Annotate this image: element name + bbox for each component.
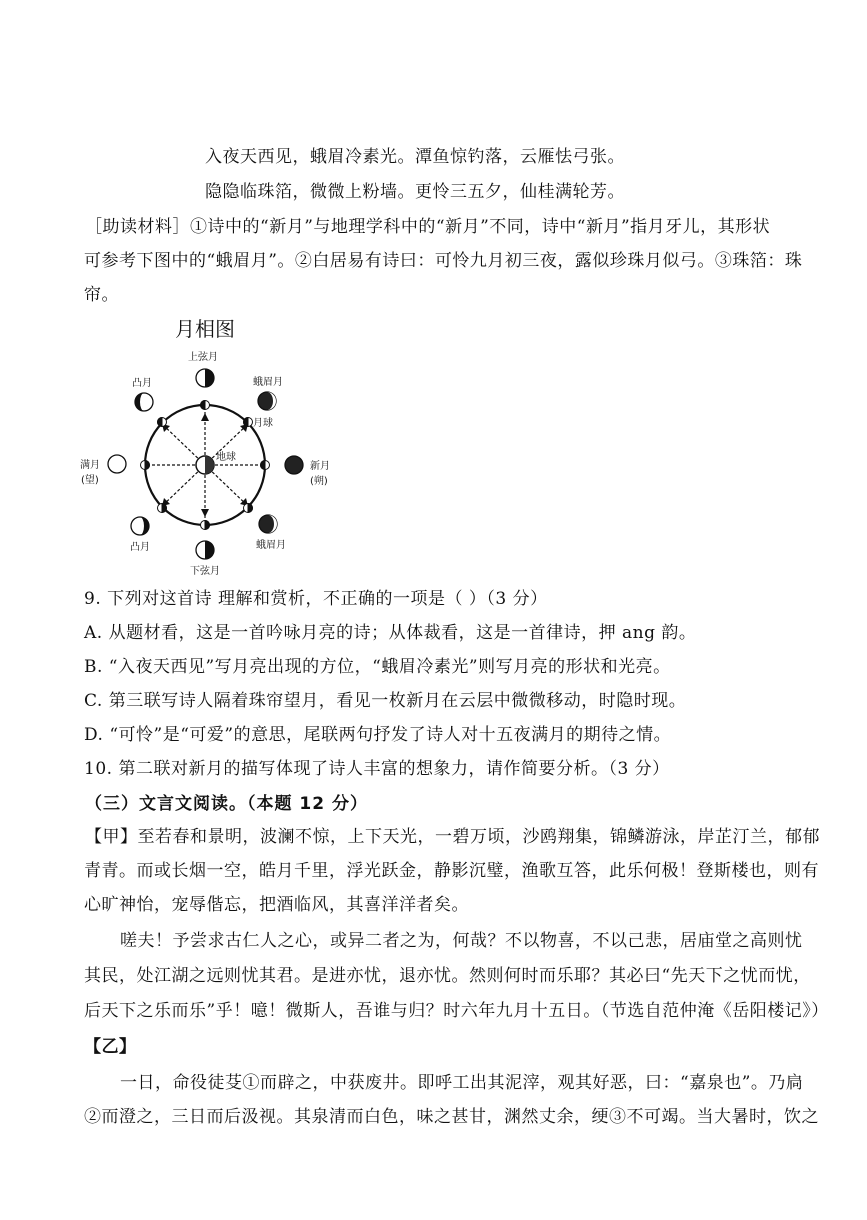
gibbous-moon-bottom-icon: [131, 517, 149, 535]
poem-line-2: 隐隐临珠箔，微微上粉墙。更怜三五夕，仙桂满轮芳。: [205, 182, 625, 202]
earth-label: 地球: [216, 452, 236, 463]
waxing-crescent-label-top: 蛾眉月: [253, 377, 283, 388]
waning-crescent-label: 蛾眉月: [256, 540, 286, 551]
moon-phase-diagram: [70, 310, 360, 585]
passage-yi-label: 【乙】: [84, 1037, 137, 1057]
earth-icon: [196, 456, 214, 474]
waning-crescent-moon-icon: [259, 515, 277, 533]
full-moon-icon: [108, 455, 126, 473]
first-quarter-label: 上弦月: [188, 352, 218, 363]
gibbous-top-label: 凸月: [132, 378, 152, 389]
new-moon-icon: [285, 456, 303, 474]
last-quarter-moon-icon: [196, 541, 214, 559]
gibbous-bottom-label: 凸月: [130, 542, 150, 553]
new-moon-paren-label: (朔): [310, 476, 328, 487]
notes-line-1: ［助读材料］①诗中的“新月”与地理学科中的“新月”不同，诗中“新月”指月牙儿，其形状: [85, 217, 771, 237]
question-9-option-a: A. 从题材看，这是一首吟咏月亮的诗；从体裁看，这是一首律诗，押 ang 韵。: [84, 623, 697, 643]
passage-jia-line-3: 心旷神怡，宠辱偕忘，把酒临风，其喜洋洋者矣。: [84, 895, 469, 915]
full-moon-paren-label: (望): [81, 475, 99, 486]
gibbous-moon-top-icon: [135, 393, 153, 411]
question-9-option-c: C. 第三联写诗人隔着珠帘望月，看见一枚新月在云层中微微移动，时隐时现。: [84, 691, 687, 711]
last-quarter-label: 下弦月: [190, 566, 220, 577]
waxing-crescent-moon-icon: [258, 392, 276, 410]
diagram-title: 月相图: [175, 317, 235, 341]
passage-jia-line-5: 其民，处江湖之远则忧其君。是进亦忧，退亦忧。然则何时而乐耶？其必曰“先天下之忧而忧，: [84, 966, 811, 986]
passage-jia-line-1: 【甲】至若春和景明，波澜不惊，上下天光，一碧万顷，沙鸥翔集，锦鳞游泳，岸芷汀兰，郁郁: [85, 827, 820, 847]
notes-line-3: 帘。: [84, 285, 119, 305]
full-moon-label: 满月: [80, 460, 100, 471]
new-moon-label: 新月: [310, 461, 330, 472]
passage-jia-line-6: 后天下之乐而乐”乎！噫！微斯人，吾谁与归？时六年九月十五日。（节选自范仲淹《岳阳楼记》）: [84, 1001, 829, 1021]
moon-label: 月球: [253, 418, 273, 429]
question-9: 9. 下列对这首诗 理解和赏析，不正确的一项是（ ）（3 分）: [84, 589, 548, 609]
question-9-option-b: B. “入夜天西见”写月亮出现的方位，“蛾眉冷素光”则写月亮的形状和光亮。: [84, 657, 671, 677]
poem-line-1: 入夜天西见，蛾眉冷素光。潭鱼惊钓落，云雁怯弓张。: [205, 147, 625, 167]
question-9-option-d: D. “可怜”是“可爱”的意思，尾联两句抒发了诗人对十五夜满月的期待之情。: [84, 725, 672, 745]
passage-yi-line-2: ②而澄之，三日而后汲视。其泉清而白色，味之甚甘，渊然丈余，绠③不可竭。当大暑时，饮之: [84, 1107, 819, 1127]
question-10: 10. 第二联对新月的描写体现了诗人丰富的想象力，请作简要分析。（3 分）: [84, 759, 670, 779]
section-3-heading: （三）文言文阅读。（本题 12 分）: [85, 794, 368, 814]
passage-jia-line-2: 青青。而或长烟一空，皓月千里，浮光跃金，静影沉璧，渔歌互答，此乐何极！登斯楼也，则有: [84, 861, 819, 881]
passage-yi-line-1: 一日，命役徒芟①而辟之，中获废井。即呼工出其泥滓，观其好恶，曰：“嘉泉也”。乃扃: [120, 1073, 804, 1093]
notes-line-2: 可参考下图中的“蛾眉月”。②白居易有诗曰：可怜九月初三夜，露似珍珠月似弓。③珠箔：珠: [84, 251, 803, 271]
first-quarter-moon-icon: [196, 369, 214, 387]
passage-jia-line-4: 嗟夫！予尝求古仁人之心，或异二者之为，何哉？不以物喜，不以己悲，居庙堂之高则忧: [120, 931, 803, 951]
